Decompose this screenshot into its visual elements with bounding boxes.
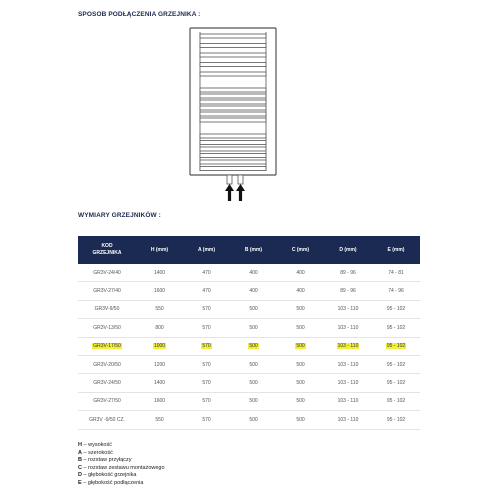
cell-value: 570 <box>202 306 211 313</box>
cell-value: 570 <box>202 343 211 350</box>
cell-value: 500 <box>296 324 305 331</box>
column-header <box>136 236 183 264</box>
table-cell <box>277 374 324 392</box>
dimensions-section-title: WYMIARY GRZEJNIKÓW : <box>78 212 161 219</box>
table-cell <box>230 300 277 318</box>
cell-value: 550 <box>155 416 164 423</box>
table-cell <box>78 411 136 429</box>
table-cell <box>324 355 372 373</box>
table-row <box>78 374 420 392</box>
radiator-diagram <box>160 20 300 205</box>
cell-value: 95 - 102 <box>386 380 406 387</box>
valve-right <box>238 175 243 184</box>
table-cell <box>277 300 324 318</box>
radiator-bar <box>200 34 266 38</box>
radiator-bar <box>200 88 266 92</box>
cell-value: 1600 <box>153 398 166 405</box>
table-cell <box>230 392 277 410</box>
cell-value: 1400 <box>153 269 166 276</box>
table-cell <box>230 319 277 337</box>
table-cell <box>183 264 230 282</box>
column-header-label: KOD <box>101 243 113 249</box>
table-cell <box>183 411 230 429</box>
radiator-bar <box>200 154 266 158</box>
cell-value: 500 <box>249 306 258 313</box>
table-cell <box>372 319 420 337</box>
table-cell <box>230 355 277 373</box>
cell-value: 1600 <box>153 288 166 295</box>
column-header <box>183 236 230 264</box>
legend-key: E <box>78 479 82 486</box>
table-cell <box>230 411 277 429</box>
table-header-row <box>78 236 420 264</box>
cell-value: 103 - 110 <box>337 416 359 423</box>
legend-text: – szerokość <box>81 449 113 456</box>
table-cell <box>372 374 420 392</box>
table-cell <box>78 337 136 355</box>
table-row <box>78 300 420 318</box>
table-cell <box>230 282 277 300</box>
cell-value: 500 <box>296 306 305 313</box>
valve-left <box>227 175 232 184</box>
table-cell <box>183 319 230 337</box>
cell-value: 400 <box>296 288 305 295</box>
cell-value: GR3V-13/50 <box>93 324 121 331</box>
arrow-shaft <box>228 190 231 201</box>
cell-value: 500 <box>249 361 258 368</box>
table-cell <box>324 392 372 410</box>
table-cell <box>372 282 420 300</box>
legend-text: – głębokość grzejnika <box>81 472 137 479</box>
table-cell <box>78 355 136 373</box>
cell-value: 95 - 102 <box>386 361 406 368</box>
cell-value: 89 - 96 <box>340 269 356 276</box>
cell-value: 103 - 110 <box>337 343 359 350</box>
radiator-bar <box>200 160 266 164</box>
column-header <box>372 236 420 264</box>
radiator-bar <box>200 63 266 67</box>
table-cell <box>136 392 183 410</box>
column-header <box>78 236 136 264</box>
column-header-label: A (mm) <box>197 246 216 253</box>
table-row <box>78 355 420 373</box>
cell-value: GR3V-27/40 <box>93 288 121 295</box>
column-header <box>324 236 372 264</box>
cell-value: 95 - 102 <box>386 324 406 331</box>
cell-value: 74 - 96 <box>388 288 404 295</box>
table-cell <box>277 355 324 373</box>
table-cell <box>372 300 420 318</box>
legend-text: – wysokość <box>81 442 112 448</box>
cell-value: 95 - 102 <box>386 416 406 423</box>
cell-value: 400 <box>296 269 305 276</box>
legend-key: C <box>78 464 82 471</box>
radiator-bar <box>200 94 266 98</box>
radiator-bar <box>200 141 266 145</box>
legend-key: A <box>78 449 82 456</box>
legend <box>78 442 165 488</box>
cell-value: 470 <box>202 288 211 295</box>
table-row <box>78 264 420 282</box>
table-cell <box>372 355 420 373</box>
cell-value: GR3V-9/50 <box>94 306 120 313</box>
table-cell <box>183 392 230 410</box>
cell-value: 103 - 110 <box>337 361 359 368</box>
table-cell <box>277 282 324 300</box>
legend-item <box>78 465 165 473</box>
cell-value: 103 - 110 <box>337 380 359 387</box>
table-cell <box>78 264 136 282</box>
table-cell <box>136 411 183 429</box>
cell-value: GR3V-17/50 <box>93 343 121 350</box>
column-header-label-line2: GRZEJNIKA <box>92 250 122 256</box>
legend-text: – głębokość podłączenia <box>81 479 144 486</box>
radiator-bar <box>200 72 266 76</box>
cell-value: 500 <box>296 416 305 423</box>
cell-value: 500 <box>296 361 305 368</box>
column-header <box>230 236 277 264</box>
table-cell <box>183 337 230 355</box>
table-cell <box>230 264 277 282</box>
legend-key: H <box>78 442 82 448</box>
cell-value: GR3V -9/50 CZ. <box>89 416 125 423</box>
column-header-label: B (mm) <box>244 246 263 253</box>
radiator-bar <box>200 167 266 171</box>
cell-value: 550 <box>155 306 164 313</box>
cell-value: 103 - 110 <box>337 398 359 405</box>
radiator-bar <box>200 100 266 104</box>
radiator-bar <box>200 106 266 110</box>
table-cell <box>136 355 183 373</box>
cell-value: 74 - 81 <box>388 269 404 276</box>
table-cell <box>136 264 183 282</box>
cell-value: GR3V-24/40 <box>93 269 121 276</box>
legend-text: – rozstaw zestawu montażowego <box>81 464 165 471</box>
radiator-bar <box>200 53 266 57</box>
cell-value: 500 <box>296 380 305 387</box>
table-cell <box>372 264 420 282</box>
cell-value: 400 <box>249 269 258 276</box>
table-cell <box>324 319 372 337</box>
radiator-bar <box>200 147 266 151</box>
table-cell <box>277 392 324 410</box>
table-cell <box>324 282 372 300</box>
legend-item <box>78 457 165 465</box>
legend-item <box>78 472 165 480</box>
table-body <box>78 264 420 429</box>
table-cell <box>136 374 183 392</box>
table-cell <box>78 319 136 337</box>
cell-value: 400 <box>249 288 258 295</box>
cell-value: 570 <box>202 324 211 331</box>
cell-value: 1200 <box>153 361 166 368</box>
table-cell <box>78 300 136 318</box>
cell-value: 500 <box>249 398 258 405</box>
legend-item <box>78 442 165 450</box>
legend-text: – rozstaw przyłączy <box>81 457 132 464</box>
table-cell <box>372 411 420 429</box>
radiator-bar <box>200 134 266 138</box>
column-header-label: C (mm) <box>291 246 310 253</box>
table-cell <box>277 411 324 429</box>
table-cell <box>230 337 277 355</box>
cell-value: 570 <box>202 361 211 368</box>
cell-value: 1400 <box>153 380 166 387</box>
table-cell <box>183 300 230 318</box>
cell-value: 103 - 110 <box>337 306 359 313</box>
table-cell <box>78 374 136 392</box>
table-cell <box>183 374 230 392</box>
arrow-up-icon <box>236 184 245 191</box>
legend-item <box>78 480 165 488</box>
cell-value: 95 - 102 <box>386 306 406 313</box>
radiator-bar <box>200 112 266 116</box>
cell-value: GR3V-24/50 <box>93 380 121 387</box>
arrow-shaft <box>239 190 242 201</box>
table-cell <box>78 282 136 300</box>
column-header-label: H (mm) <box>150 246 169 253</box>
table-cell <box>324 337 372 355</box>
dimensions-table <box>78 236 420 430</box>
cell-value: 1000 <box>153 343 166 350</box>
cell-value: 500 <box>296 398 305 405</box>
cell-value: 500 <box>249 416 258 423</box>
legend-key: B <box>78 457 82 464</box>
cell-value: 103 - 110 <box>337 324 359 331</box>
table-cell <box>136 319 183 337</box>
radiator-bar <box>200 118 266 122</box>
cell-value: 500 <box>249 380 258 387</box>
cell-value: 89 - 96 <box>340 288 356 295</box>
column-header-label: E (mm) <box>387 246 405 253</box>
column-header-label: D (mm) <box>339 246 357 253</box>
table-cell <box>183 355 230 373</box>
connection-section-title: SPOSOB PODŁĄCZENIA GRZEJNIKA : <box>78 11 201 18</box>
table-cell <box>277 264 324 282</box>
cell-value: 500 <box>296 343 305 350</box>
table-row <box>78 337 420 355</box>
legend-key: D <box>78 472 82 479</box>
legend-item <box>78 450 165 458</box>
table-cell <box>136 300 183 318</box>
table-cell <box>324 300 372 318</box>
cell-value: 470 <box>202 269 211 276</box>
cell-value: 95 - 102 <box>386 343 406 350</box>
table-cell <box>277 337 324 355</box>
table-cell <box>136 282 183 300</box>
table-cell <box>136 337 183 355</box>
table-cell <box>372 392 420 410</box>
table-cell <box>78 392 136 410</box>
table-cell <box>372 337 420 355</box>
table-row <box>78 319 420 337</box>
cell-value: 570 <box>202 416 211 423</box>
table-cell <box>324 264 372 282</box>
cell-value: 500 <box>249 343 258 350</box>
table-cell <box>324 411 372 429</box>
table-row <box>78 411 420 429</box>
cell-value: GR3V-20/50 <box>93 361 121 368</box>
arrow-up-icon <box>225 184 234 191</box>
cell-value: 570 <box>202 380 211 387</box>
table-row <box>78 392 420 410</box>
cell-value: 800 <box>155 324 164 331</box>
cell-value: 95 - 102 <box>386 398 406 405</box>
cell-value: 500 <box>249 324 258 331</box>
cell-value: 570 <box>202 398 211 405</box>
column-header <box>277 236 324 264</box>
table-cell <box>183 282 230 300</box>
table-cell <box>277 319 324 337</box>
table-row <box>78 282 420 300</box>
radiator-bar <box>200 44 266 48</box>
table-cell <box>230 374 277 392</box>
table-cell <box>324 374 372 392</box>
cell-value: GR3V-27/50 <box>93 398 121 405</box>
